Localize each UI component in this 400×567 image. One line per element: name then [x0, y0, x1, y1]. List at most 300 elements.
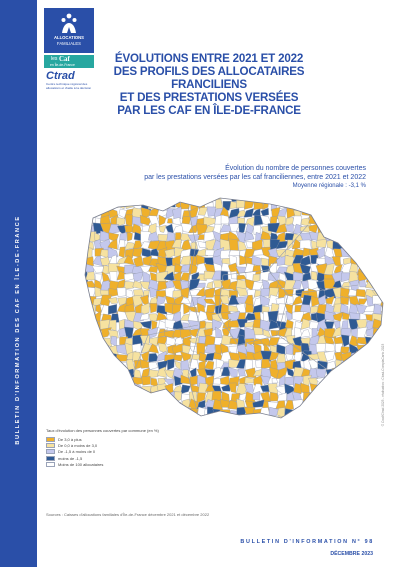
commune-cell: [238, 368, 246, 376]
commune-cell: [126, 191, 135, 202]
commune-cell: [317, 400, 326, 410]
commune-cell: [103, 370, 111, 376]
commune-cell: [228, 417, 237, 420]
commune-cell: [165, 249, 175, 259]
commune-cell: [86, 376, 95, 385]
commune-cell: [149, 407, 158, 419]
commune-cell: [325, 224, 335, 233]
commune-cell: [261, 208, 269, 216]
commune-cell: [94, 377, 103, 387]
commune-cell: [149, 267, 159, 273]
commune-cell: [356, 351, 367, 363]
commune-cell: [365, 256, 374, 267]
commune-cell: [368, 343, 376, 354]
commune-cell: [332, 232, 344, 243]
commune-cell: [374, 385, 381, 395]
commune-cell: [372, 232, 381, 242]
caf-logo-les: les: [51, 56, 58, 62]
commune-cell: [348, 239, 358, 247]
commune-cell: [335, 391, 343, 402]
commune-cell: [148, 400, 159, 408]
commune-cell: [79, 392, 87, 403]
commune-cell: [382, 248, 386, 255]
commune-cell: [77, 311, 88, 319]
commune-cell: [349, 400, 358, 410]
commune-cell: [365, 392, 373, 402]
commune-cell: [366, 202, 375, 211]
commune-cell: [94, 408, 104, 417]
legend-item: [46, 461, 266, 467]
commune-cell: [357, 375, 367, 386]
publication-date: DÉCEMBRE 2023: [330, 551, 373, 557]
commune-cell: [205, 288, 215, 298]
commune-cell: [197, 407, 205, 418]
commune-cell: [149, 362, 158, 370]
commune-cell: [215, 327, 222, 337]
commune-cell: [381, 327, 386, 338]
commune-cell: [141, 194, 152, 202]
commune-cell: [348, 233, 359, 240]
commune-cell: [301, 415, 311, 420]
commune-cell: [292, 192, 301, 202]
commune-cell: [332, 375, 342, 387]
legend-label: De 0,0 à moins de 3,0: [58, 442, 98, 448]
commune-cell: [366, 273, 374, 283]
legend-swatch: [46, 462, 55, 467]
commune-cell: [356, 409, 365, 417]
commune-cell: [132, 248, 143, 257]
commune-cell: [76, 335, 87, 346]
commune-cell: [181, 385, 191, 394]
commune-cell: [348, 225, 360, 233]
commune-cell: [350, 383, 359, 393]
commune-cell: [358, 399, 368, 410]
commune-cell: [301, 330, 311, 338]
commune-cell: [159, 215, 166, 226]
commune-cell: [101, 410, 109, 416]
commune-cell: [325, 393, 336, 401]
commune-cell: [375, 192, 384, 203]
logo-line-1: ALLOCATIONS: [54, 35, 84, 40]
commune-cell: [319, 410, 325, 418]
commune-cell: [156, 199, 168, 210]
commune-cell: [341, 193, 350, 200]
commune-cell: [85, 410, 95, 418]
commune-cell: [205, 250, 214, 256]
map-subtitle-line-1: Évolution du nombre de personnes couvertes: [225, 165, 366, 172]
commune-cell: [157, 416, 167, 420]
commune-cell: [326, 369, 335, 378]
commune-cell: [255, 192, 261, 202]
legend-label: De -1,5 à moins de 0: [58, 449, 96, 455]
commune-cell: [84, 216, 92, 226]
commune-cell: [374, 257, 381, 263]
commune-cell: [359, 207, 366, 218]
commune-cell: [94, 415, 102, 420]
commune-cell: [325, 401, 336, 411]
commune-cell: [167, 219, 172, 224]
commune-cell: [332, 201, 343, 209]
commune-cell: [77, 257, 86, 265]
commune-cell: [180, 418, 192, 420]
commune-cell: [182, 216, 191, 224]
commune-cell: [272, 378, 278, 383]
commune-cell: [365, 385, 374, 393]
commune-cell: [309, 417, 317, 420]
commune-cell: [319, 394, 326, 403]
commune-cell: [239, 241, 247, 251]
commune-cell: [157, 401, 167, 409]
commune-cell: [94, 361, 103, 371]
commune-cell: [381, 289, 386, 297]
commune-cell: [125, 384, 136, 393]
commune-cell: [87, 368, 93, 375]
commune-cell: [358, 392, 368, 401]
commune-cell: [286, 354, 294, 361]
commune-cell: [150, 303, 157, 313]
source-note: Sources : Caisses d'allocations familiales d'Île-de-France décembre 2021 et décembre 2022: [46, 512, 210, 517]
bulletin-number: BULLETIN D'INFORMATION N° 98: [240, 539, 374, 545]
commune-cell: [109, 400, 117, 410]
commune-cell: [341, 393, 351, 402]
commune-cell: [175, 361, 181, 369]
commune-cell: [309, 192, 321, 203]
commune-cell: [77, 239, 89, 249]
commune-cell: [342, 239, 351, 248]
commune-cell: [332, 385, 344, 392]
commune-cell: [85, 387, 93, 393]
commune-cell: [109, 369, 117, 376]
legend-swatch: [46, 456, 55, 461]
commune-cell: [77, 250, 88, 259]
commune-cell: [308, 393, 318, 404]
commune-cell: [159, 225, 166, 232]
commune-cell: [173, 355, 183, 361]
commune-cell: [85, 415, 96, 420]
commune-cell: [381, 202, 387, 209]
commune-cell: [381, 264, 386, 274]
commune-cell: [125, 399, 135, 411]
commune-cell: [119, 202, 125, 209]
commune-cell: [324, 215, 334, 226]
commune-cell: [380, 241, 386, 250]
commune-cell: [300, 199, 312, 209]
commune-cell: [348, 368, 358, 378]
commune-cell: [109, 376, 117, 384]
commune-cell: [85, 320, 96, 328]
commune-cell: [79, 281, 87, 291]
commune-cell: [350, 392, 358, 402]
commune-cell: [92, 199, 101, 208]
commune-cell: [164, 191, 175, 202]
commune-cell: [76, 369, 87, 379]
commune-cell: [92, 400, 104, 410]
commune-cell: [262, 192, 272, 202]
commune-cell: [144, 408, 150, 418]
commune-cell: [303, 403, 310, 410]
commune-cell: [325, 208, 336, 218]
commune-cell: [319, 416, 327, 420]
commune-cell: [119, 247, 125, 258]
regional-average: Moyenne régionale : -3,1 %: [292, 183, 366, 190]
commune-cell: [167, 359, 174, 370]
legend-label: Moins de 100 allocataires: [58, 461, 104, 467]
commune-cell: [364, 351, 376, 361]
commune-cell: [124, 393, 136, 403]
commune-cell: [334, 410, 341, 417]
commune-cell: [119, 319, 125, 329]
commune-cell: [133, 193, 144, 202]
commune-cell: [383, 208, 386, 219]
commune-cell: [382, 192, 386, 200]
commune-cell: [310, 384, 318, 394]
commune-cell: [364, 191, 375, 200]
commune-cell: [118, 410, 128, 419]
commune-cell: [180, 273, 189, 282]
commune-cell: [149, 416, 158, 421]
commune-cell: [349, 194, 359, 200]
commune-cell: [383, 257, 386, 266]
commune-cell: [92, 351, 102, 363]
commune-cell: [244, 231, 254, 240]
commune-cell: [284, 191, 293, 202]
commune-cell: [365, 231, 376, 241]
commune-cell: [325, 375, 336, 387]
commune-cell: [364, 370, 374, 379]
commune-cell: [103, 393, 112, 401]
commune-cell: [76, 192, 86, 203]
commune-cell: [220, 416, 230, 420]
commune-cell: [175, 392, 182, 402]
map-subtitle-line-2: par les prestations versées par les caf franciliennes, entre 2021 et 2022: [144, 173, 366, 181]
commune-cell: [244, 416, 256, 420]
commune-cell: [325, 191, 334, 202]
commune-cell: [76, 231, 88, 242]
commune-cell: [340, 297, 349, 305]
commune-cell: [158, 407, 168, 419]
commune-cell: [125, 199, 134, 209]
ile-de-france-choropleth-map: [38, 185, 386, 420]
commune-cell: [357, 256, 368, 267]
commune-cell: [316, 208, 328, 216]
title-line: PAR LES CAF EN ÎLE-DE-FRANCE: [117, 104, 301, 117]
commune-cell: [316, 215, 328, 225]
commune-cell: [93, 370, 104, 379]
commune-cell: [191, 242, 198, 249]
commune-cell: [231, 271, 237, 279]
commune-cell: [86, 400, 94, 410]
commune-cell: [365, 376, 374, 386]
commune-cell: [116, 354, 128, 361]
commune-cell: [324, 383, 336, 394]
commune-cell: [341, 401, 351, 409]
commune-cell: [172, 416, 182, 420]
commune-cell: [77, 361, 87, 368]
commune-cell: [229, 239, 239, 251]
commune-cell: [375, 242, 384, 249]
caf-logo-region: en Île-de-France: [50, 63, 75, 67]
commune-cell: [382, 322, 386, 330]
commune-cell: [358, 369, 367, 377]
commune-cell: [310, 400, 316, 409]
commune-cell: [116, 416, 125, 420]
commune-cell: [325, 407, 334, 418]
commune-cell: [332, 368, 342, 379]
commune-cell: [207, 282, 213, 289]
commune-cell: [341, 248, 350, 257]
commune-cell: [93, 392, 104, 402]
commune-cell: [357, 215, 367, 225]
commune-cell: [292, 419, 304, 420]
commune-cell: [116, 393, 127, 403]
commune-cell: [117, 288, 126, 297]
legend-title: Taux d'évolution des personnes couvertes par commune (en %): [46, 428, 159, 433]
commune-cell: [357, 234, 368, 242]
commune-cell: [357, 192, 366, 202]
commune-cell: [76, 375, 86, 385]
commune-cell: [108, 304, 117, 314]
commune-cell: [77, 322, 85, 329]
commune-cell: [109, 385, 120, 395]
map-credit: © Cnaf/Ctrad 2023 - réalisation : Ctrad-ComptaCarto 2023: [381, 343, 385, 427]
commune-cell: [341, 408, 352, 417]
commune-cell: [340, 375, 349, 386]
commune-cell: [382, 280, 386, 290]
commune-cell: [308, 200, 318, 209]
commune-cell: [78, 304, 87, 312]
commune-cell: [285, 408, 295, 415]
caf-logo-name: Caf: [59, 55, 70, 63]
commune-cell: [173, 217, 181, 225]
legend-swatch: [46, 437, 55, 442]
commune-cell: [340, 233, 349, 242]
commune-cell: [156, 192, 167, 203]
commune-cell: [310, 408, 318, 418]
commune-cell: [77, 201, 87, 207]
commune-cell: [132, 402, 144, 411]
commune-cell: [207, 305, 216, 313]
commune-cell: [340, 304, 348, 314]
commune-cell: [205, 361, 214, 370]
commune-cell: [364, 264, 374, 275]
legend-label: De 3,0 à plus: [58, 436, 82, 442]
commune-cell: [167, 232, 175, 241]
commune-cell: [164, 409, 176, 417]
commune-cell: [119, 368, 125, 379]
commune-cell: [84, 346, 95, 355]
commune-cell: [189, 415, 199, 420]
commune-cell: [172, 195, 181, 199]
commune-cell: [118, 383, 127, 394]
commune-cell: [84, 303, 95, 315]
title-line: DES PROFILS DES ALLOCATAIRES FRANCILIENS: [113, 65, 305, 91]
commune-cell: [158, 343, 168, 354]
commune-cell: [87, 351, 94, 360]
commune-cell: [359, 280, 366, 287]
commune-cell: [342, 210, 350, 218]
commune-cell: [294, 199, 304, 210]
commune-cell: [197, 418, 204, 420]
commune-cell: [254, 199, 264, 210]
commune-cell: [76, 287, 87, 296]
commune-cell: [261, 288, 270, 296]
commune-cell: [165, 417, 175, 420]
commune-cell: [341, 369, 350, 379]
commune-cell: [335, 352, 342, 361]
commune-cell: [358, 249, 367, 256]
commune-cell: [381, 273, 386, 282]
commune-cell: [348, 207, 360, 216]
commune-cell: [156, 296, 166, 305]
commune-cell: [349, 417, 359, 420]
commune-cell: [324, 279, 336, 289]
commune-cell: [204, 299, 216, 304]
commune-cell: [78, 411, 85, 418]
commune-cell: [101, 376, 112, 385]
legend-swatch: [46, 449, 55, 454]
commune-cell: [100, 346, 110, 354]
commune-cell: [357, 327, 367, 338]
map-legend: [46, 428, 266, 467]
commune-cell: [108, 192, 117, 203]
legend-label: moins de -1,5: [58, 455, 83, 461]
commune-cell: [92, 345, 102, 352]
commune-cell: [372, 209, 383, 218]
commune-cell: [316, 239, 326, 247]
commune-cell: [340, 288, 349, 298]
legend-swatch: [46, 443, 55, 448]
commune-cell: [343, 312, 350, 320]
commune-cell: [133, 393, 142, 403]
commune-cell: [335, 191, 342, 203]
commune-cell: [207, 207, 216, 217]
commune-cell: [254, 290, 260, 297]
commune-cell: [100, 400, 112, 408]
commune-cell: [332, 417, 342, 420]
commune-cell: [109, 408, 120, 416]
commune-cell: [236, 416, 247, 421]
page-title: [100, 52, 318, 117]
commune-cell: [77, 344, 88, 352]
commune-cell: [277, 192, 286, 201]
commune-cell: [343, 383, 351, 394]
commune-cell: [366, 208, 375, 219]
commune-cell: [118, 399, 126, 410]
commune-cell: [293, 272, 303, 281]
commune-cell: [78, 211, 87, 219]
commune-cell: [205, 418, 215, 420]
ctrad-logo: Ctrad: [46, 70, 75, 82]
commune-cell: [287, 224, 294, 232]
commune-cell: [288, 415, 296, 420]
commune-cell: [336, 401, 343, 409]
commune-cell: [133, 415, 143, 420]
family-emblem-icon: [59, 12, 79, 34]
commune-cell: [340, 415, 349, 420]
commune-cell: [181, 264, 191, 272]
commune-cell: [148, 192, 158, 202]
ctrad-tagline: Centre technique régional des allocations et d'aide à la décision: [46, 82, 92, 90]
commune-cell: [189, 191, 200, 199]
commune-cell: [349, 359, 359, 371]
commune-cell: [100, 359, 112, 371]
commune-cell: [76, 225, 87, 234]
commune-cell: [341, 226, 351, 233]
commune-cell: [253, 327, 262, 335]
commune-cell: [93, 385, 102, 393]
commune-cell: [84, 200, 94, 211]
commune-cell: [374, 279, 384, 288]
